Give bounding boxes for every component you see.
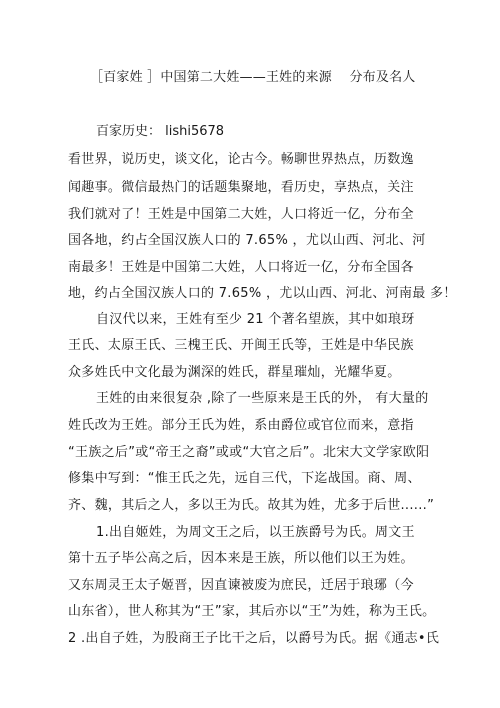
list-item-2: 2 .出自子姓，为股商王子比干之后，以爵号为氏。据《通志•氏 <box>68 631 440 646</box>
body-line: 齐、魏，其后之人，多以王为氏。故其为姓，尤多于后世......” <box>68 498 435 513</box>
body-line: 姓氏改为王姓。部分王氏为姓，系由爵位或官位而来，意指 <box>68 418 414 433</box>
source-line: 百家历史： lishi5678 <box>96 124 225 139</box>
body-line: 地，约占全国汉族人口的 7.65% ，尤以山西、河北、河南最 多！ <box>68 286 457 301</box>
body-line: 自汉代以来，王姓有至少 21 个著名望族，其中如琅玡 <box>96 312 415 327</box>
body-line: 王姓的由来很复杂 ,除了一些原来是王氏的外， 有大量的 <box>96 391 429 406</box>
body-line: 南最多！王姓是中国第二大姓，人口将近一亿，分布全国各 <box>68 260 414 275</box>
body-line: 看世界，说历史，谈文化，论古今。畅聊世界热点，历数逸 <box>68 152 414 167</box>
body-line: 我们就对了！王姓是中国第二大姓，人口将近一亿，分布全 <box>68 207 414 222</box>
body-line: 国各地，约占全国汉族人口的 7.65% ，尤以山西、河北、河 <box>68 233 426 248</box>
body-line: “王族之后”或“帝王之裔”或或“大官之后”。北宋大文学家欧阳 <box>68 445 430 460</box>
body-line: 闻趣事。微信最热门的话题集聚地，看历史，享热点，关注 <box>68 180 414 195</box>
body-line: 众多姓氏中文化最为渊深的姓氏，群星璀灿，光耀华夏。 <box>68 365 401 380</box>
document-title: ［百家姓 ］中国第二大姓——王姓的来源 分布及名人 <box>90 70 416 85</box>
body-line: 第十五子毕公高之后，因本来是王族，所以他们以王为姓。 <box>68 551 414 566</box>
body-line: 王氏、太原王氏、三槐王氏、开闽王氏等，王姓是中华民族 <box>68 338 414 353</box>
body-line: 修集中写到：“惟王氏之先，远自三代，下迄战国。商、周、 <box>68 471 421 486</box>
body-line: 又东周灵王太子姬晋，因直谏被废为庶民，迁居于琅琊（今 <box>68 578 414 593</box>
list-item-1: 1.出自姬姓，为周文王之后，以王族爵号为氏。周文王 <box>96 525 415 540</box>
body-line: 山东省），世人称其为“王”家，其后亦以“王”为姓，称为王氏。 <box>68 604 436 619</box>
